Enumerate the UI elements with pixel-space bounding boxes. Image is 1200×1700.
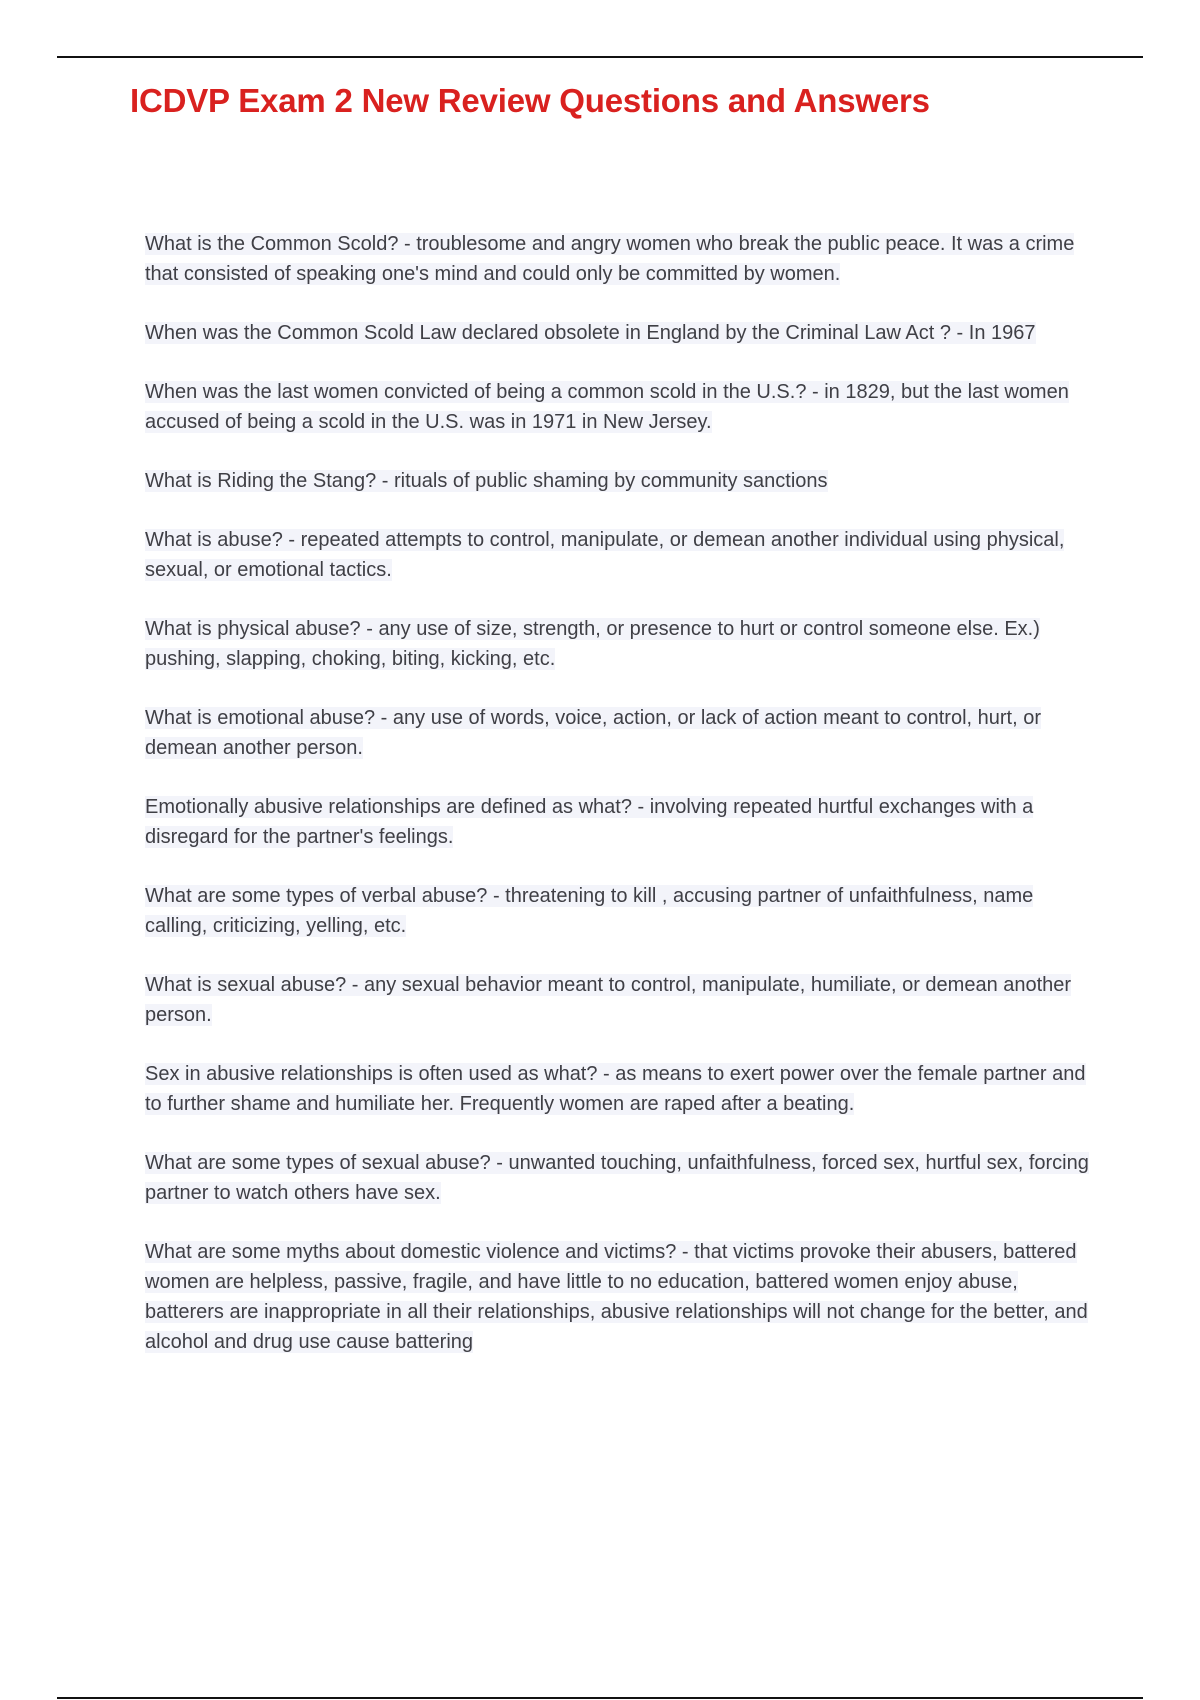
qa-item (145, 970, 1090, 1030)
qa-item (145, 318, 1090, 348)
qa-item (145, 703, 1090, 763)
qa-list (145, 229, 1090, 1386)
qa-text: What is physical abuse? - any use of size, strength, or presence to hurt or control someone else. Ex.) pushing, slapping, choking, biting, kicking, etc. (145, 618, 1040, 670)
qa-item (145, 1059, 1090, 1119)
qa-text: What is emotional abuse? - any use of words, voice, action, or lack of action meant to control, hurt, or demean another person. (145, 707, 1041, 759)
qa-text: Sex in abusive relationships is often used as what? - as means to exert power over the female partner and to further shame and humiliate her. Frequently women are raped after a beating. (145, 1063, 1086, 1115)
qa-text: When was the Common Scold Law declared obsolete in England by the Criminal Law Act ? - In 1967 (145, 322, 1036, 344)
qa-item (145, 792, 1090, 852)
qa-text: What are some types of sexual abuse? - unwanted touching, unfaithfulness, forced sex, hurtful sex, forcing partner to watch others have sex. (145, 1152, 1089, 1204)
qa-item (145, 377, 1090, 437)
qa-item (145, 466, 1090, 496)
qa-item (145, 1148, 1090, 1208)
qa-item (145, 614, 1090, 674)
qa-item (145, 1237, 1090, 1357)
qa-text: When was the last women convicted of being a common scold in the U.S.? - in 1829, but the last women accused of being a scold in the U.S. was in 1971 in New Jersey. (145, 381, 1069, 433)
qa-text: Emotionally abusive relationships are defined as what? - involving repeated hurtful exchanges with a disregard for the partner's feelings. (145, 796, 1034, 848)
qa-text: What are some types of verbal abuse? - threatening to kill , accusing partner of unfaithfulness, name calling, criticizing, yelling, etc. (145, 885, 1034, 937)
qa-text: What is sexual abuse? - any sexual behavior meant to control, manipulate, humiliate, or demean another person. (145, 974, 1072, 1026)
qa-item (145, 229, 1090, 289)
qa-item (145, 525, 1090, 585)
qa-item (145, 881, 1090, 941)
qa-text: What are some myths about domestic violence and victims? - that victims provoke their abusers, battered women are helpless, passive, fragile, and have little to no education, battered women enjoy abuse, batterers are inappropriate in all their relationships, abusive relationships will not change for the better, and alcohol and drug use cause battering (145, 1241, 1088, 1353)
qa-text: What is abuse? - repeated attempts to control, manipulate, or demean another individual using physical, sexual, or emotional tactics. (145, 529, 1065, 581)
qa-text: What is Riding the Stang? - rituals of public shaming by community sanctions (145, 470, 828, 492)
qa-text: What is the Common Scold? - troublesome and angry women who break the public peace. It was a crime that consisted of speaking one's mind and could only be committed by women. (145, 233, 1075, 285)
bottom-rule (57, 1697, 1143, 1699)
document-title: ICDVP Exam 2 New Review Questions and Answers (130, 82, 930, 119)
top-rule (57, 56, 1143, 58)
